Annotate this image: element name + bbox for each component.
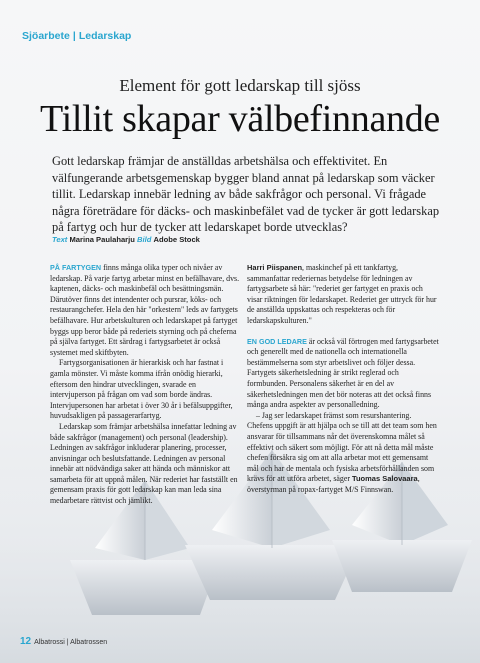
paragraph-text: , överstyrman på ropax-fartyget M/S Finnswan. [247, 474, 420, 494]
person-name: Harri Piispanen [247, 263, 303, 272]
section-label: Sjöarbete [22, 30, 70, 42]
paragraph-text: , maskinchef på ett tankfartyg, sammanfattar rederiernas betydelse för ledningen av fartygsarbete så här: "rederiet ger fartyget en praxis och visar riktningen för ledarskapet. Rederiet ger uttryck för hur de anställda uppskattas och respekteras och för ledarskapskulturen." [247, 263, 437, 325]
paragraph [247, 337, 439, 411]
paragraph-lede: PÅ FARTYGEN [50, 263, 102, 272]
paragraph-lede: EN GOD LEDARE [247, 336, 307, 346]
byline-author: Marina Paulaharju [69, 235, 135, 244]
article-column-1 [50, 263, 242, 507]
byline [52, 235, 200, 244]
paragraph [50, 263, 242, 358]
article-lead: Gott ledarskap främjar de anställdas arbetshälsa och effektivitet. En välfungerande arbetsgemenskap bygger bland annat på ledarskap som väcker tillit. Ledarskap innebär ledning av både sakfrågor och personal. Vi frågade några företrädare för däcks- och maskinbefälet vad de tycker är gott ledarskap på fartyg och hur de tycker att ledarskapet borde utvecklas? [52, 154, 440, 235]
person-name: Tuomas Salovaara [351, 474, 418, 484]
paragraph-text: finns många olika typer och nivåer av ledarskap. På varje fartyg arbetar minst en befälhavare, dvs. kaptenen, däcks- och maskinbefäl och besättningsmän. Därutöver finns det intendenter och pursrar, köks- och restaurangchefer. Hela den här "orkestern" leds av fartygets befälhavare. Hur arbetskulturen och ledarskapet på fartyget byggs upp beror både på rederiets styrning och på cheferna på själva fartyget. Ett särdrag i fartygsarbetet är också systemet med skiftbyten. [50, 263, 240, 357]
paragraph-text: – Jag ser ledarskapet främst som resurshantering. Chefens uppgift är att hjälpa och se till att det team som hen ansvarar för tillsammans når det överenskomna målet så effektivt och säkert som möjligt. För att nå detta mål måste chefen försäkra sig om att alla arbetar mot ett gemensamt mål och har de mentala och fysiska arbetsförhållanden som krävs för att utföra arbetet, säger [247, 410, 437, 484]
publication-name: Albatrossi | Albatrossen [34, 639, 108, 646]
byline-image-source: Adobe Stock [153, 235, 200, 244]
page-number: 12 [20, 636, 32, 647]
article-kicker: Element för gott ledarskap till sjöss [119, 76, 361, 95]
paragraph: Ledarskap som främjar arbetshälsa innefattar ledning av både sakfrågor (management) och personal (leadership). Ledningen av sakfrågor inkluderar planering, processer, anvisningar och beslutsfattande. Ledningen av personal innebär att nödvändiga saker att hända och människor att samarbeta för att uppnå målen. När rederiet har fastställt en gemensam praxis för gott ledarskap kan man leda sina medarbetare rättvist och jämlikt. [50, 421, 238, 506]
paragraph: Fartygsorganisationen är hierarkisk och har fastnat i gamla mönster. Vi måste komma ifrån onödig hierarki, eftersom den hindrar utvecklingen, svarade en intervjuperson på frågan om vad som borde ändras. Intervjupersonen har arbetat i över 30 år i befälsuppgifter, huvudsakligen på passagerarfartyg. [50, 358, 233, 421]
subsection-label: Ledarskap [78, 30, 132, 42]
article-title: Tillit skapar välbefinnande [40, 98, 440, 140]
section-separator: | [72, 30, 76, 42]
article-column-2 [247, 263, 439, 495]
byline-image-label: Bild [137, 235, 152, 244]
page-footer [20, 636, 107, 647]
paragraph [247, 411, 439, 496]
paragraph [247, 263, 439, 327]
byline-text-label: Text [52, 235, 68, 244]
section-header [22, 30, 131, 42]
paragraph-text: är också väl förtrogen med fartygsarbetet och generellt med de nationella och internationella bestämmelserna som styr arbetslivet och följer dessa. Fartygets säkerhetsledning är strikt reglerad och formbunden. Personalens säkerhet är en del av säkerhetsledningen men det bör noteras att det också finns många andra aspekter av personalledning. [247, 336, 439, 410]
